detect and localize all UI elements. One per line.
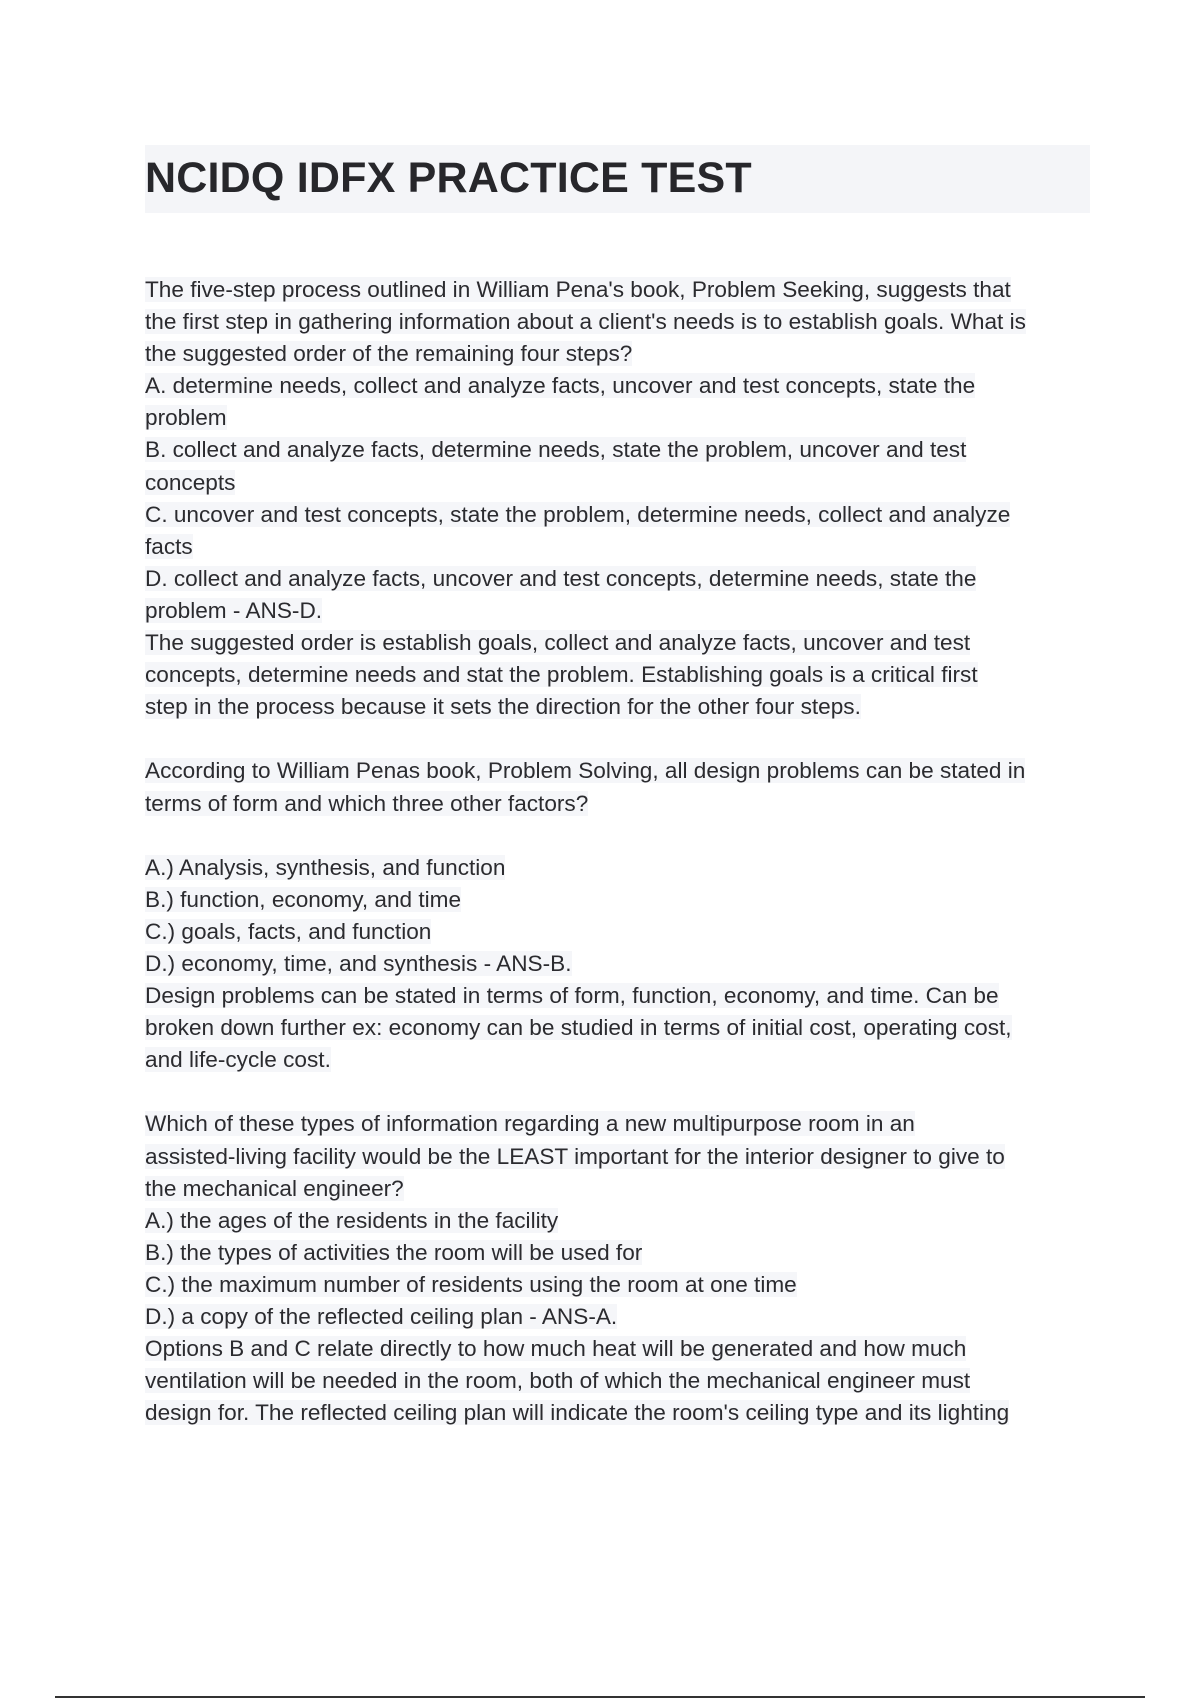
answer-option-a: A. determine needs, collect and analyze facts, uncover and test concepts, state the [145, 373, 976, 399]
text-line: facts [145, 533, 193, 559]
text-line: the suggested order of the remaining four steps? [145, 341, 633, 367]
answer-option-d: D.) a copy of the reflected ceiling plan - ANS-A. [145, 1304, 618, 1329]
text-line: concepts [145, 469, 236, 495]
text-line: problem [145, 405, 227, 431]
question-stem-line: Which of these types of information regarding a new multipurpose room in an [145, 1111, 915, 1137]
explanation-line: Options B and C relate directly to how much heat will be generated and how much [145, 1336, 967, 1362]
answer-option-b: B. collect and analyze facts, determine needs, state the problem, uncover and test [145, 437, 967, 463]
answer-option-a: A.) Analysis, synthesis, and function [145, 854, 506, 880]
question-1 [145, 274, 1095, 723]
answer-option-d: D.) economy, time, and synthesis - ANS-B. [145, 950, 572, 976]
paragraph-gap [145, 1076, 1095, 1108]
page-title: NCIDQ IDFX PRACTICE TEST [145, 154, 752, 202]
text-line: The five-step process outlined in William Pena's book, Problem Seeking, suggests that [145, 277, 1011, 302]
answer-option-a: A.) the ages of the residents in the facility [145, 1207, 559, 1233]
paragraph-gap [145, 723, 1095, 755]
question-stem-line: terms of form and which three other factors? [145, 790, 589, 816]
explanation-line: Design problems can be stated in terms of form, function, economy, and time. Can be [145, 983, 999, 1009]
footer-divider [55, 1696, 1145, 1698]
explanation-line: The suggested order is establish goals, collect and analyze facts, uncover and test [145, 630, 971, 656]
document-body [145, 274, 1095, 1429]
question-stem-line: assisted-living facility would be the LEAST important for the interior designer to give to [145, 1143, 1005, 1169]
explanation-line: concepts, determine needs and stat the problem. Establishing goals is a critical first [145, 662, 978, 688]
explanation-line: step in the process because it sets the direction for the other four steps. [145, 694, 861, 720]
answer-key: problem - ANS-D. [145, 597, 323, 623]
paragraph-gap [145, 820, 1095, 852]
explanation-line: design for. The reflected ceiling plan will indicate the room's ceiling type and its lighting [145, 1400, 1010, 1426]
question-2 [145, 755, 1095, 1076]
question-stem-line: the mechanical engineer? [145, 1175, 404, 1201]
question-stem-line: According to William Penas book, Problem Solving, all design problems can be stated in [145, 758, 1026, 784]
answer-option-b: B.) function, economy, and time [145, 886, 462, 912]
answer-option-c: C. uncover and test concepts, state the problem, determine needs, collect and analyze [145, 501, 1011, 527]
question-3 [145, 1108, 1095, 1429]
answer-option-c: C.) the maximum number of residents using the room at one time [145, 1271, 797, 1297]
text-line: the first step in gathering information about a client's needs is to establish goals. What is [145, 309, 1026, 335]
explanation-line: and life-cycle cost. [145, 1047, 331, 1073]
answer-option-d: D. collect and analyze facts, uncover and test concepts, determine needs, state the [145, 565, 977, 591]
explanation-line: broken down further ex: economy can be studied in terms of initial cost, operating cost, [145, 1015, 1012, 1041]
answer-option-c: C.) goals, facts, and function [145, 918, 432, 944]
explanation-line: ventilation will be needed in the room, both of which the mechanical engineer must [145, 1368, 971, 1394]
answer-option-b: B.) the types of activities the room will be used for [145, 1239, 643, 1265]
